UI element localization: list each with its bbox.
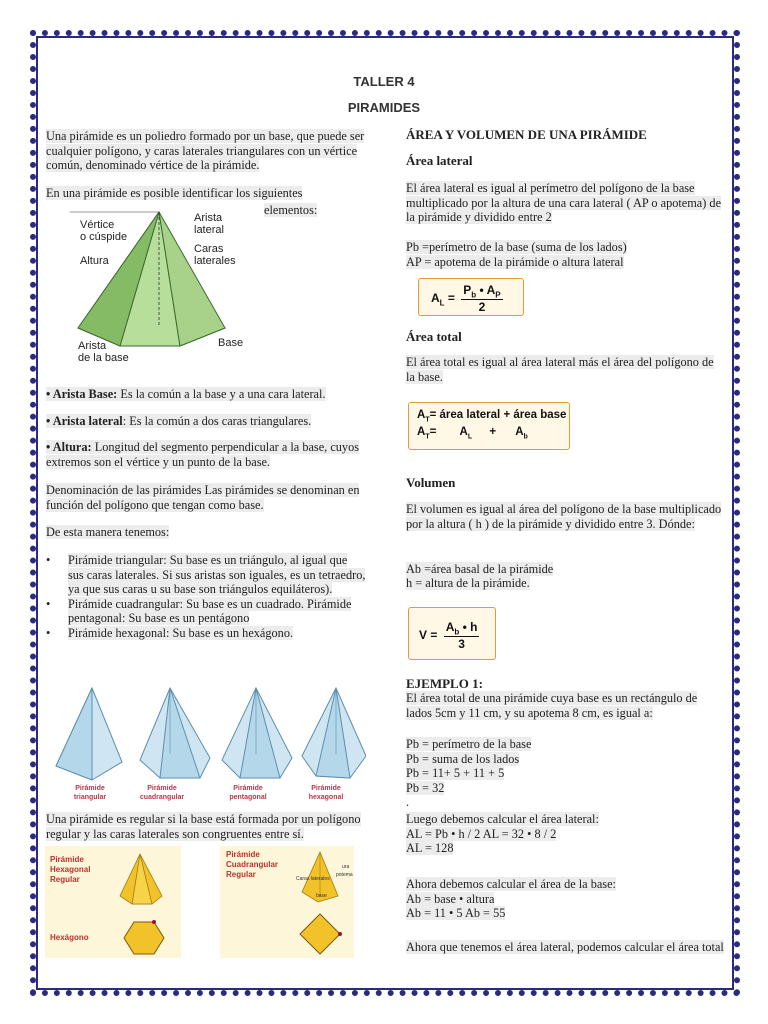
- label-base-edge: Arista de la base: [78, 340, 129, 364]
- small-label-lateral: Caras laterales: [296, 876, 330, 882]
- section-title: ÁREA Y VOLUMEN DE UNA PIRÁMIDE: [406, 127, 647, 142]
- h-definition: h = altura de la pirámide.: [406, 576, 530, 590]
- list-item: • Pirámide cuadrangular: Su base es un cuadrado. Pirámide pentagonal: Su base es un pentágono: [46, 597, 366, 626]
- hexagonal-pyramid: [302, 688, 366, 778]
- pentagonal-pyramid: [222, 688, 292, 778]
- label-regular-quad: Pirámide Cuadrangular Regular: [226, 850, 279, 879]
- label-vertex: Vértice o cúspide: [80, 219, 128, 243]
- total-title: Área total: [406, 329, 462, 344]
- pyramid-types-image: [50, 684, 366, 789]
- square-pyramid: [140, 688, 210, 778]
- example-final-paragraph: Ahora que tenemos el área lateral, podemos calcular el área total: [406, 940, 724, 954]
- lateral-paragraph: El área lateral es igual al perímetro del polígono de la base multiplicado por la altura de una cara lateral ( AP o apotema) de la pirámide y dividido entre 2: [406, 181, 722, 225]
- label-regular-hex: Pirámide Hexagonal Regular: [50, 855, 91, 884]
- def-arista-lateral: • Arista lateral: Es la común a dos caras triangulares.: [46, 414, 312, 428]
- total-area-formula: $A_T=$ área lateral + área base $A_T= A_L + A_b$: [408, 402, 570, 450]
- def-altura: • Altura: Longitud del segmento perpendicular a la base, cuyos extremos son el vértice y un punto de la base.: [46, 440, 360, 469]
- volume-title: Volumen: [406, 475, 456, 490]
- small-label-base: base: [316, 893, 327, 899]
- ab-definition: Ab =área basal de la pirámide: [406, 562, 554, 576]
- list-item: • Pirámide hexagonal: Su base es un hexágono.: [46, 626, 366, 641]
- denomination-paragraph: Denominación de las pirámides Las pirámides se denominan en función del polígono que tengan como base.: [46, 483, 360, 512]
- page-subtitle: PIRAMIDES: [347, 100, 421, 115]
- label-hexagonal: Pirámide hexagonal: [308, 785, 344, 801]
- lateral-area-formula: $A_L$ = $\frac{P_b • A_P}{2}$: [418, 278, 524, 316]
- label-hexagon: Hexágono: [50, 933, 89, 942]
- identify-line-2: elementos:: [264, 203, 318, 217]
- pb-definition: Pb =perímetro de la base (suma de los lados): [406, 240, 627, 254]
- label-lateral-faces: Caras laterales: [194, 243, 236, 267]
- volume-formula: V = $\frac{A_b • h}{3}$: [408, 607, 496, 660]
- regular-hex-shapes: [110, 850, 180, 958]
- identify-line: En una pirámide es posible identificar los siguientes: [46, 186, 303, 200]
- def-arista-base: • Arista Base: Es la común a la base y a una cara lateral.: [46, 387, 326, 401]
- example-paragraph: El área total de una pirámide cuya base es un rectángulo de lados 5cm y 11 cm, y su apotema 8 cm, es igual a:: [406, 691, 698, 720]
- example-perimeter-block: Pb = perímetro de la base Pb = suma de los lados Pb = 11+ 5 + 11 + 5 Pb = 32 .: [406, 737, 532, 810]
- total-paragraph: El área total es igual al área lateral más el área del polígono de la base.: [406, 355, 714, 384]
- list-item: • Pirámide triangular: Su base es un triángulo, al igual que sus caras laterales. Si sus aristas son iguales, es un tetraedro, ya que sus caras u su base son triángulos equiláteros).: [46, 553, 366, 597]
- label-pentagonal: Pirámide pentagonal: [229, 785, 267, 801]
- intro-paragraph: Una pirámide es un poliedro formado por un base, que puede ser cualquier polígono, y caras laterales triangulares con un vértice común, denominado vértice de la pirámide.: [46, 129, 365, 173]
- label-triangular: Pirámide triangular: [73, 785, 107, 801]
- label-base: Base: [218, 337, 244, 349]
- small-label-apothem: potema: [336, 872, 353, 878]
- label-lateral-edge: Arista lateral: [194, 212, 224, 236]
- so-we-have: De esta manera tenemos:: [46, 525, 170, 539]
- small-label-height: ura: [342, 864, 350, 870]
- label-height: Altura: [80, 255, 109, 267]
- page-title: TALLER 4: [353, 74, 415, 89]
- example-base-block: Ahora debemos calcular el área de la base: Ab = base • altura Ab = 11 • 5 Ab = 55: [406, 877, 616, 921]
- example-title: EJEMPLO 1:: [406, 676, 483, 691]
- ap-definition: AP = apotema de la pirámide o altura lateral: [406, 255, 624, 269]
- label-cuadrangular: Pirámide cuadrangular: [139, 785, 185, 801]
- pyramid-types-list: [46, 553, 366, 641]
- example-lateral-block: Luego debemos calcular el área lateral: AL = Pb • h / 2 AL = 32 • 8 / 2 AL = 128: [406, 812, 599, 856]
- volume-paragraph: El volumen es igual al área del polígono de la base multiplicado por la altura ( h ) de la pirámide y dividido entre 3. Dónde:: [406, 502, 722, 531]
- regular-paragraph: Una pirámide es regular si la base está formada por un polígono regular y las caras laterales son congruentes entre sí.: [46, 812, 361, 841]
- triangular-pyramid: [56, 688, 122, 780]
- lateral-title: Área lateral: [406, 153, 473, 168]
